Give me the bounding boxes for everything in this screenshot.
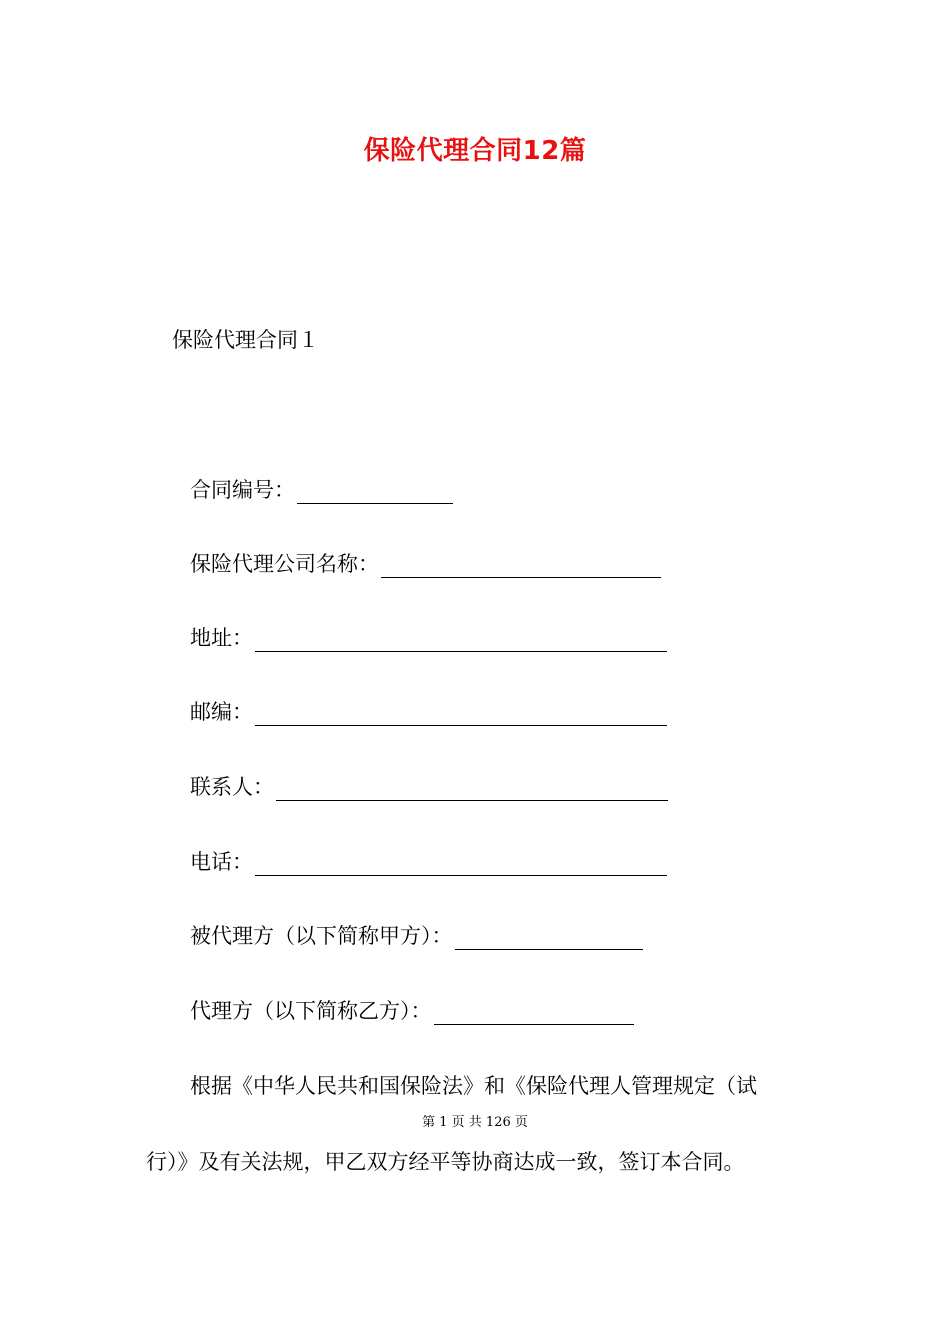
- fill-in-blank[interactable]: [255, 629, 667, 652]
- field-label: 合同编号：: [190, 478, 295, 502]
- fill-in-blank[interactable]: [434, 1002, 634, 1025]
- fill-in-blank[interactable]: [455, 927, 643, 950]
- field-phone: [190, 848, 667, 876]
- fill-in-blank[interactable]: [255, 853, 667, 876]
- paragraph-line-1: 根据《中华人民共和国保险法》和《保险代理人管理规定（试: [190, 1074, 757, 1098]
- field-address: [190, 624, 667, 652]
- field-party-a: [190, 922, 643, 950]
- fill-in-blank[interactable]: [276, 778, 668, 801]
- fill-in-blank[interactable]: [255, 703, 667, 726]
- field-label: 电话：: [190, 850, 253, 874]
- field-label: 被代理方（以下简称甲方）：: [190, 924, 453, 948]
- field-label: 保险代理公司名称：: [190, 552, 379, 576]
- field-party-b: [190, 997, 634, 1025]
- fill-in-blank[interactable]: [297, 481, 453, 504]
- field-contact-person: [190, 773, 668, 801]
- document-title: 保险代理合同12篇: [363, 136, 587, 166]
- section-heading: 保险代理合同１: [172, 328, 319, 352]
- field-label: 地址：: [190, 626, 253, 650]
- page-footer: 第 1 页 共 126 页: [422, 1115, 528, 1130]
- field-label: 代理方（以下简称乙方）：: [190, 999, 432, 1023]
- field-label: 联系人：: [190, 775, 274, 799]
- fill-in-blank[interactable]: [381, 555, 661, 578]
- field-label: 邮编：: [190, 700, 253, 724]
- field-agency-name: [190, 550, 661, 578]
- field-postcode: [190, 698, 667, 726]
- field-contract-number: [190, 476, 453, 504]
- paragraph-line-2: 行）》及有关法规，甲乙双方经平等协商达成一致，签订本合同。: [146, 1150, 745, 1174]
